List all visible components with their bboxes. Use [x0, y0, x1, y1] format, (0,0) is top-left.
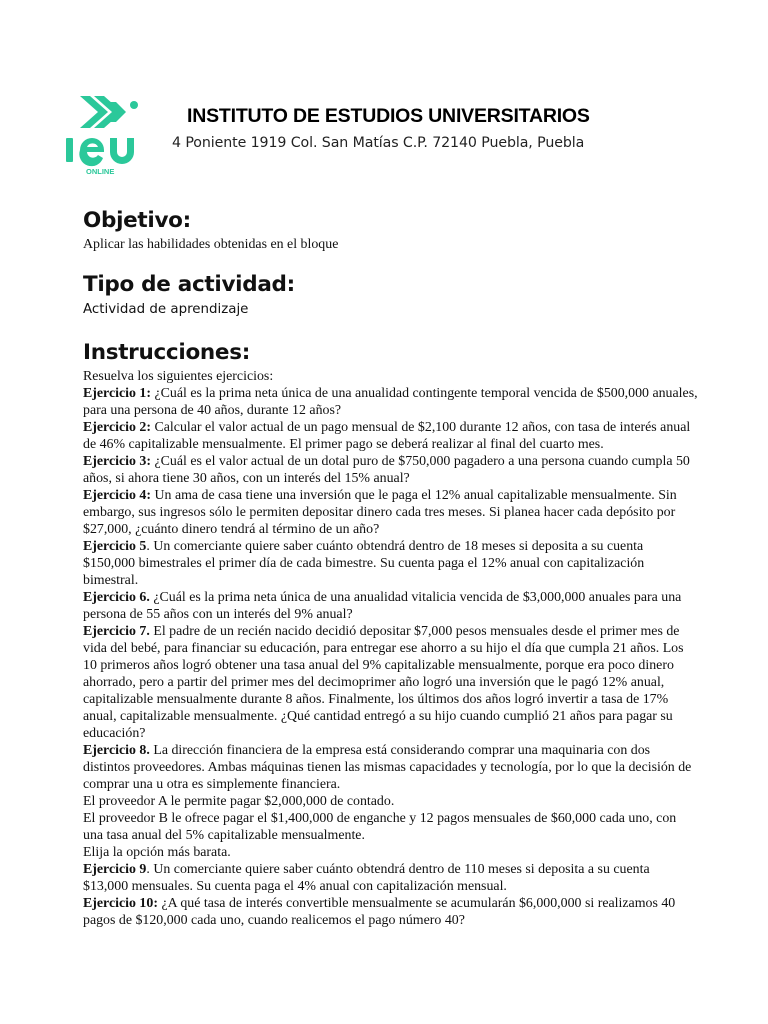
exercise-label: Ejercicio 5 — [83, 539, 147, 554]
exercise-text: ¿Cuál es la prima neta única de una anualidad vitalicia vencida de $3,000,000 anuales para una persona de 55 años con un interés del 9% anual? — [83, 590, 682, 622]
exercise-text: . Un comerciante quiere saber cuánto obtendrá dentro de 18 meses si deposita a su cuenta $150,000 bimestrales el primer día de cada bimestre. Su cuenta paga el 12% anual con capitalización bimestral. — [83, 539, 645, 588]
objetivo-section — [83, 206, 698, 270]
exercise-item — [83, 810, 698, 844]
document-body — [83, 206, 698, 929]
exercise-label: Ejercicio 10: — [83, 896, 158, 911]
exercise-label: Ejercicio 1: — [83, 386, 152, 401]
exercise-item — [83, 453, 698, 487]
exercise-text: . Un comerciante quiere saber cuánto obtendrá dentro de 110 meses si deposita a su cuenta $13,000 mensuales. Su cuenta paga el 4% anual con capitalización mensual. — [83, 862, 650, 894]
exercise-text: Un ama de casa tiene una inversión que le paga el 12% anual capitalizable mensualmente. Sin embargo, sus ingresos sólo le permiten depositar dinero cada tres meses. Si planea hacer cada depósito por $27,000, ¿cuánto dinero tendrá al término de un año? — [83, 488, 677, 537]
exercise-item — [83, 861, 698, 895]
instrucciones-section — [83, 338, 698, 929]
exercise-label: Ejercicio 2: — [83, 420, 152, 435]
instrucciones-intro: Resuelva los siguientes ejercicios: — [83, 369, 274, 384]
ieu-logo-graphic — [64, 94, 156, 182]
instrucciones-heading: Instrucciones: — [83, 340, 251, 365]
tipo-text: Actividad de aprendizaje — [83, 302, 249, 317]
exercise-item — [83, 844, 698, 861]
exercise-item — [83, 487, 698, 538]
exercise-label: Ejercicio 3: — [83, 454, 152, 469]
exercise-item — [83, 385, 698, 419]
tipo-heading: Tipo de actividad: — [83, 272, 295, 297]
logo-subtext: ONLINE — [86, 167, 115, 176]
header — [172, 104, 752, 153]
exercise-text: ¿Cuál es la prima neta única de una anualidad contingente temporal vencida de $500,000 anuales, para una persona de 40 años, durante 12 años? — [83, 386, 698, 418]
exercise-item — [83, 589, 698, 623]
exercise-label: Ejercicio 6. — [83, 590, 150, 605]
exercise-label: Ejercicio 9 — [83, 862, 147, 877]
exercise-label: Ejercicio 4: — [83, 488, 152, 503]
exercise-item — [83, 538, 698, 589]
objetivo-heading: Objetivo: — [83, 208, 191, 233]
exercise-label: Ejercicio 7. — [83, 624, 150, 639]
exercise-text: La dirección financiera de la empresa está considerando comprar una maquinaria con dos distintos proveedores. Ambas máquinas tienen las mismas capacidades y tecnología, por lo que la decisión de comprar una u otra es simplemente financiera. — [83, 743, 692, 792]
exercise-text: Calcular el valor actual de un pago mensual de $2,100 durante 12 años, con tasa de interés anual de 46% capitalizable mensualmente. El primer pago se deberá realizar al final del cuarto mes. — [83, 420, 691, 452]
exercise-text: ¿Cuál es el valor actual de un dotal puro de $750,000 pagadero a una persona cuando cumpla 50 años, si ahora tiene 30 años, con un interés del 15% anual? — [83, 454, 690, 486]
exercise-item — [83, 895, 698, 929]
ieu-logo — [64, 94, 156, 182]
exercise-item — [83, 793, 698, 810]
exercise-item — [83, 419, 698, 453]
exercise-text: El proveedor B le ofrece pagar el $1,400,000 de enganche y 12 pagos mensuales de $60,000 cada uno, con una tasa anual del 5% capitalizable mensualmente. — [83, 811, 677, 843]
objetivo-text: Aplicar las habilidades obtenidas en el bloque — [83, 237, 339, 252]
exercise-item — [83, 742, 698, 793]
exercise-text: ¿A qué tasa de interés convertible mensualmente se acumularán $6,000,000 si realizamos 40 pagos de $120,000 cada uno, cuando realicemos el pago número 40? — [83, 896, 676, 928]
exercise-item — [83, 623, 698, 742]
exercise-text: Elija la opción más barata. — [83, 845, 231, 860]
institution-name: INSTITUTO DE ESTUDIOS UNIVERSITARIOS — [187, 105, 590, 127]
exercise-text: El padre de un recién nacido decidió depositar $7,000 pesos mensuales desde el primer mes de vida del bebé, para financiar su educación, para entregar ese ahorro a su hijo el día que cumpla 21 años. Los 10 primeros años logró obtener una tasa anual del 9% capitalizable mensualmente, porque era poco dinero ahorrado, pero a partir del primer mes del decimoprimer año logró una inversión que le pagó 12% anual, capitalizable mensualmente durante 8 años. Finalmente, los últimos dos años logró invertir a tasa de 17% anual, capitalizable mensualmente. ¿Qué cantidad entregó a su hijo cuando cumplió 21 años para pagar su educación? — [83, 624, 684, 741]
exercise-text: El proveedor A le permite pagar $2,000,000 de contado. — [83, 794, 395, 809]
tipo-section — [83, 270, 698, 338]
exercise-list — [83, 385, 698, 929]
institution-address: 4 Poniente 1919 Col. San Matías C.P. 72140 Puebla, Puebla — [172, 135, 585, 151]
exercise-label: Ejercicio 8. — [83, 743, 150, 758]
